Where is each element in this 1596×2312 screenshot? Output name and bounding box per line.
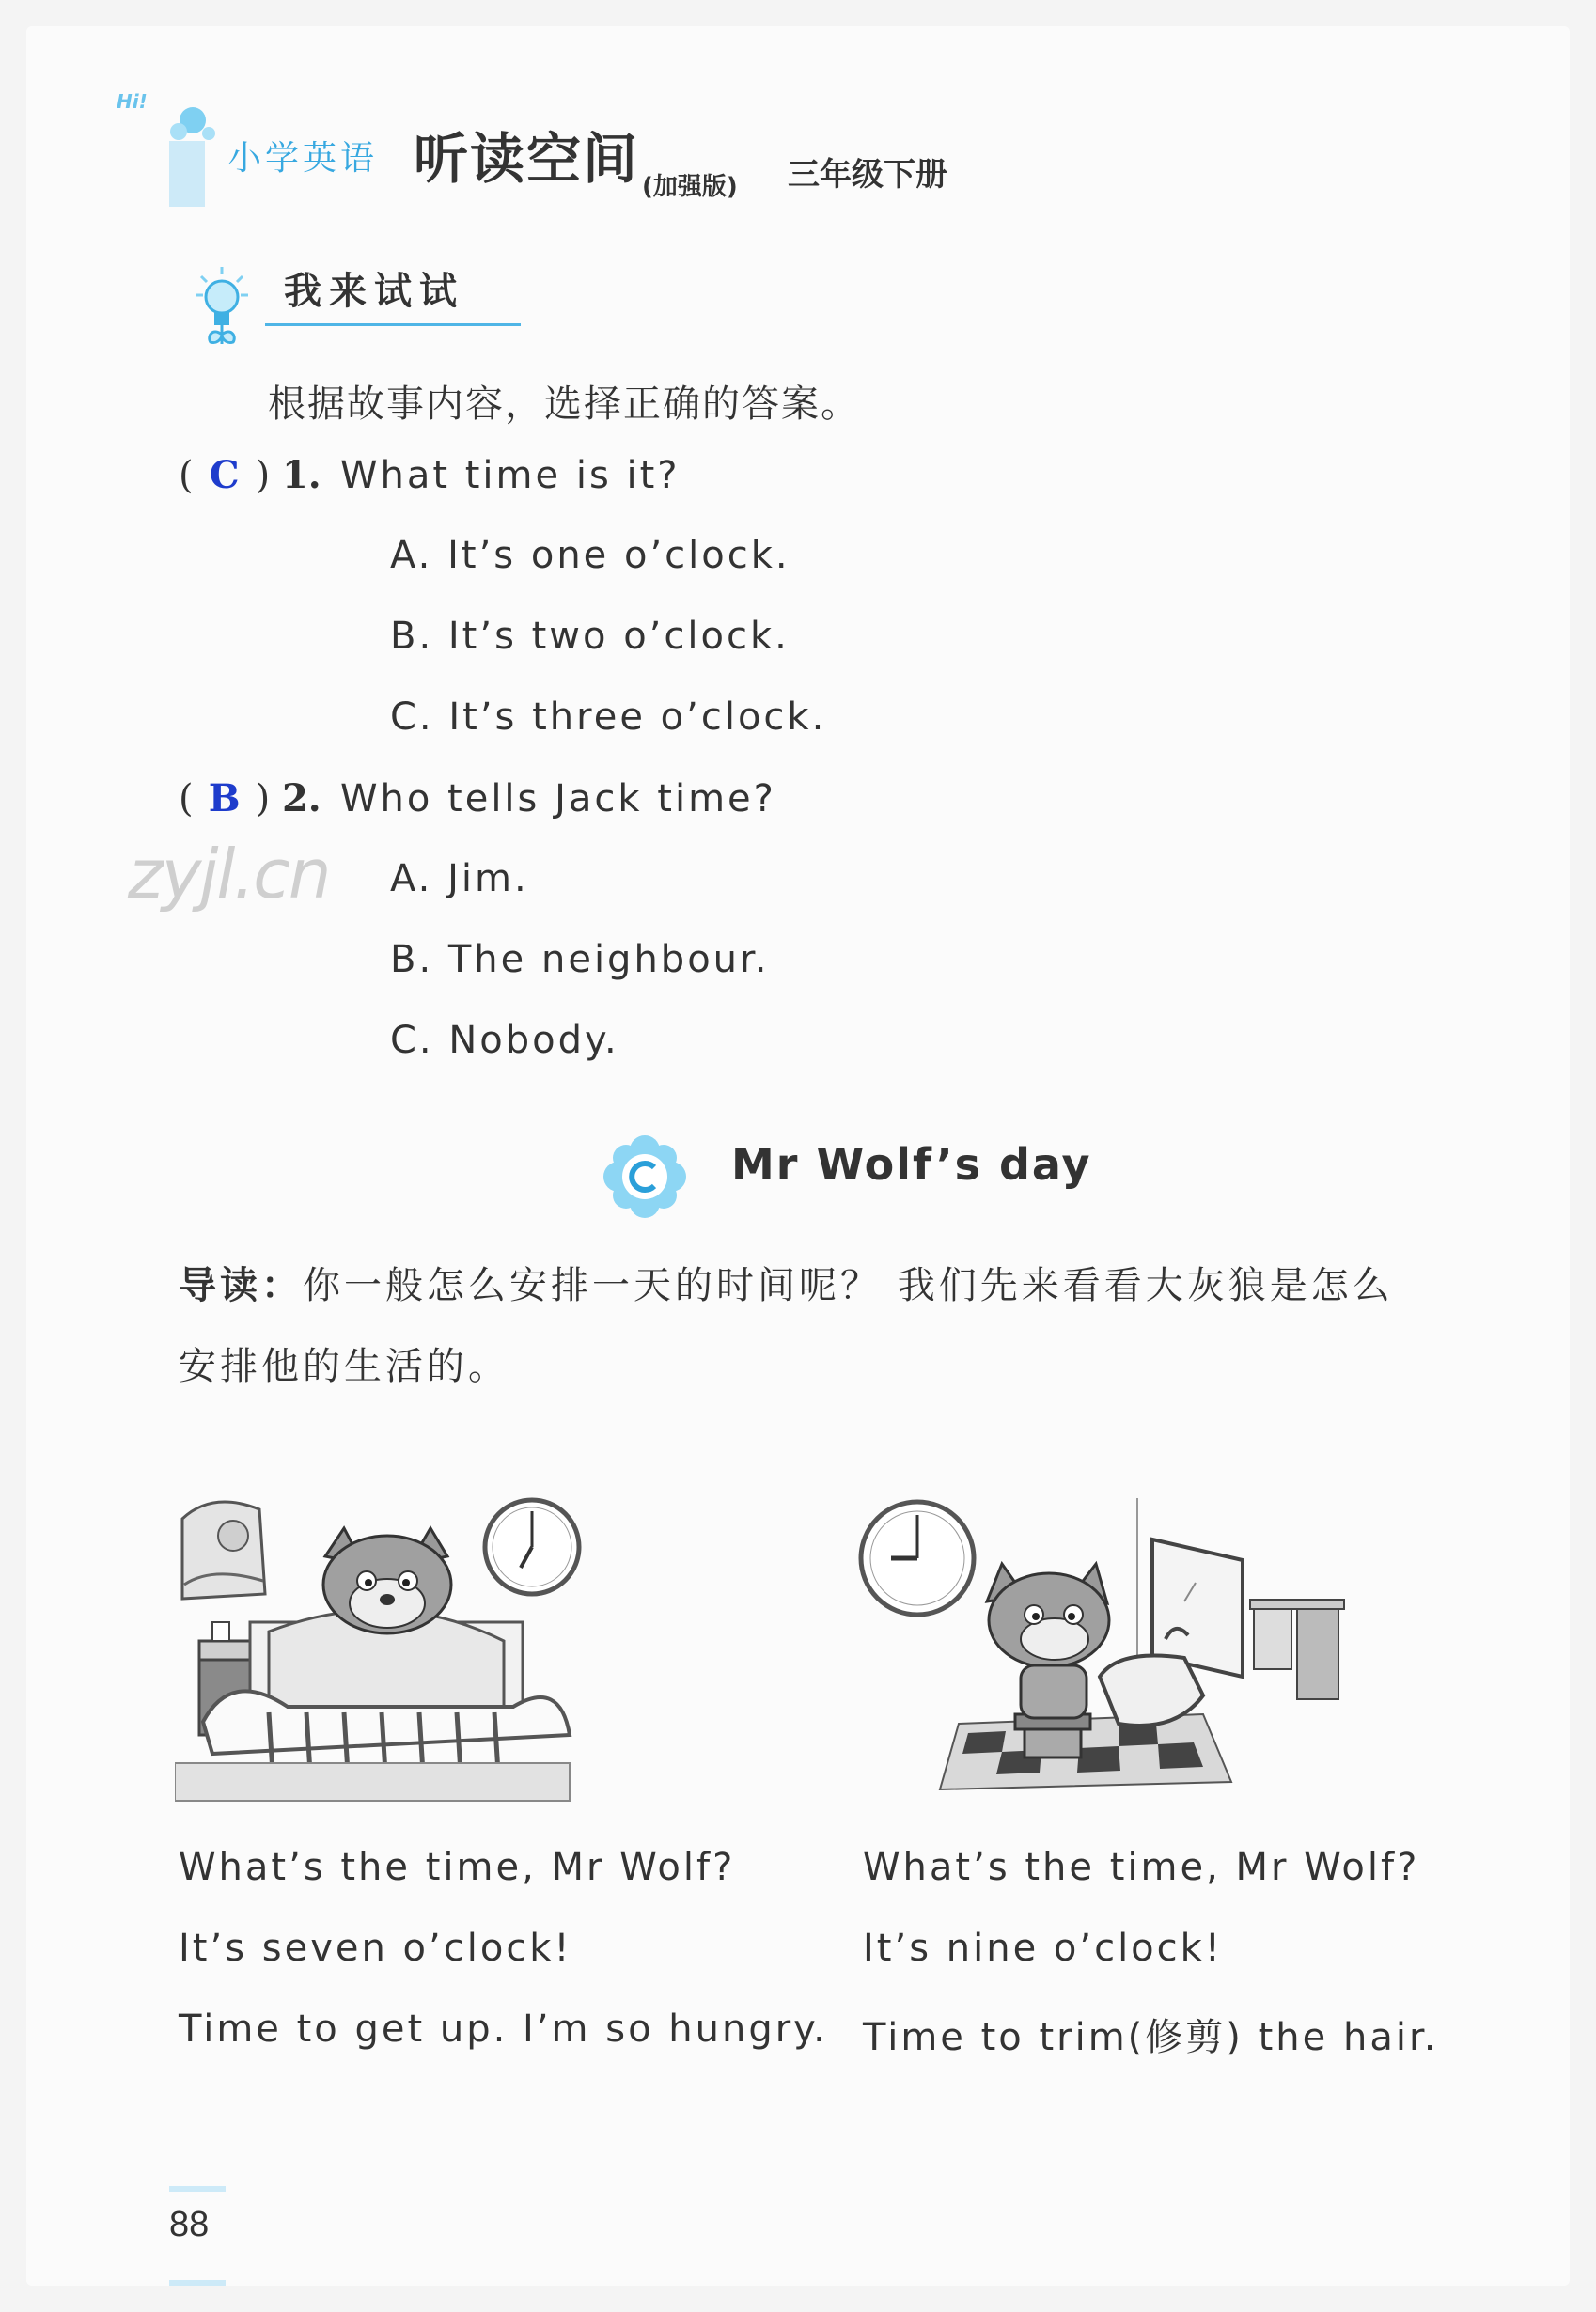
wolf-bathroom-illustration	[855, 1498, 1353, 1799]
answer-paren-close: )	[255, 454, 271, 497]
question-1-text: What time is it?	[339, 454, 681, 497]
watermark: zyjl.cn	[128, 835, 330, 914]
question-2-answer: B	[208, 776, 241, 820]
question-1-answer: C	[209, 453, 240, 497]
question-1-option-a: A. It’s one o’clock.	[390, 534, 790, 577]
header-hi: Hi!	[117, 90, 148, 113]
question-1	[179, 453, 681, 497]
guide-line-1	[179, 1256, 1394, 1309]
question-2-option-b: B. The neighbour.	[390, 938, 770, 981]
series-edition: (加强版)	[642, 173, 738, 201]
panel-1-line-1: What’s the time, Mr Wolf?	[179, 1846, 736, 1889]
guide-line-2: 安排他的生活的。	[179, 1345, 509, 1388]
series-name-big: 听读空间	[414, 127, 640, 191]
clock-icon	[485, 1500, 579, 1594]
flower-icon	[602, 1133, 688, 1220]
grade-label: 三年级下册	[788, 156, 947, 194]
panel-1-line-2: It’s seven o’clock!	[179, 1927, 572, 1970]
section-title: 我来试试	[284, 270, 464, 313]
series-name-small: 小学英语	[227, 139, 379, 178]
page-number: 88	[169, 2205, 210, 2244]
question-2-number: 2.	[281, 776, 321, 820]
question-2	[179, 776, 776, 820]
question-1-option-b: B. It’s two o’clock.	[390, 615, 790, 658]
answer-paren-open: (	[179, 454, 194, 497]
question-1-option-c: C. It’s three o’clock.	[390, 695, 827, 739]
story-title: Mr Wolf’s day	[731, 1139, 1092, 1190]
panel-2-line-3: Time to trim(修剪) the hair.	[863, 2016, 1439, 2059]
answer-paren-close: )	[255, 777, 271, 820]
lightbulb-icon	[194, 265, 250, 350]
instruction-text: 根据故事内容，选择正确的答案。	[268, 383, 860, 426]
answer-paren-open: (	[179, 777, 194, 820]
question-2-text: Who tells Jack time?	[339, 777, 776, 820]
question-2-option-a: A. Jim.	[390, 857, 529, 900]
question-1-number: 1.	[281, 453, 321, 497]
section-underline	[265, 323, 521, 326]
panel-2-line-2: It’s nine o’clock!	[863, 1927, 1223, 1970]
question-2-option-c: C. Nobody.	[390, 1019, 619, 1062]
panel-2-line-1: What’s the time, Mr Wolf?	[863, 1846, 1420, 1889]
guide-label: 导读：	[179, 1264, 303, 1307]
clock-icon	[861, 1502, 974, 1615]
guide-text-1: 你一般怎么安排一天的时间呢？ 我们先来看看大灰狼是怎么	[303, 1264, 1394, 1307]
panel-1-line-3: Time to get up. I’m so hungry.	[179, 2007, 828, 2051]
wolf-bed-illustration	[175, 1491, 588, 1816]
